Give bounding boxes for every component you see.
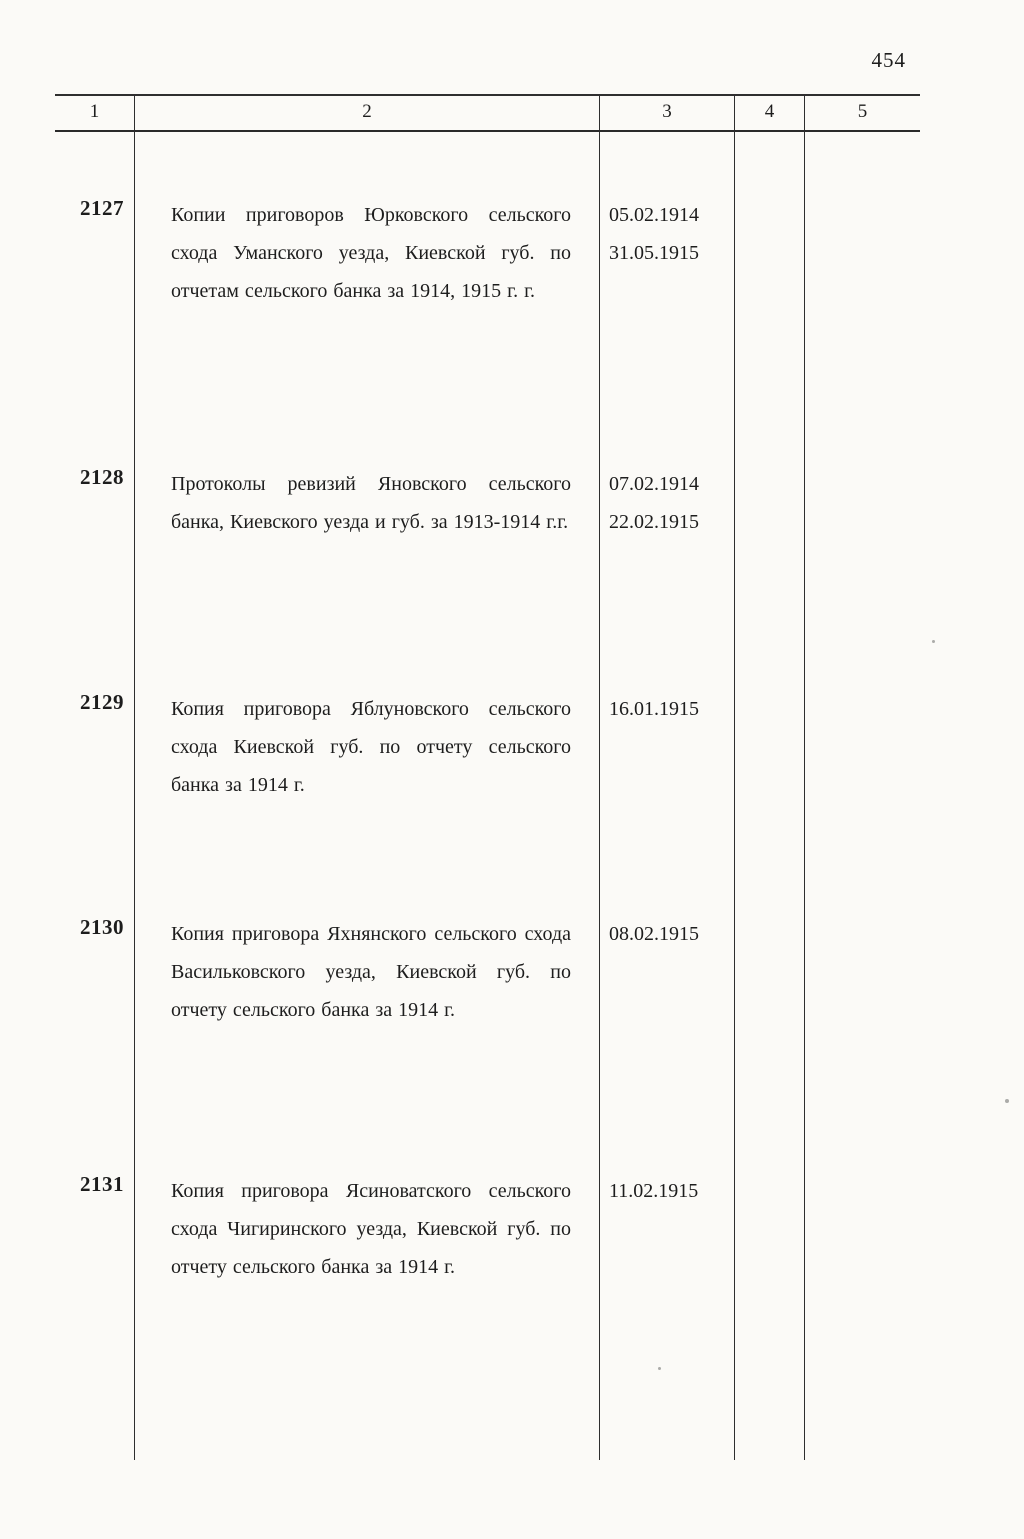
entry-number: 2127 — [55, 132, 135, 452]
entry-description: Копии приговоров Юрковского сельского схода Уманского уезда, Киевской губ. по отчетам сельского банка за 1914, 1915 г. г. — [135, 132, 600, 452]
scan-artifact — [932, 640, 935, 643]
entry-date-line: 11.02.1915 — [609, 1180, 699, 1202]
entry-date-line: 07.02.1914 — [609, 473, 699, 495]
column-header-1: 1 — [55, 96, 135, 130]
empty-column-4 — [735, 678, 805, 900]
column-header-4: 4 — [735, 96, 805, 130]
table-row — [55, 900, 920, 1160]
entry-date-line: 22.02.1915 — [609, 511, 699, 533]
page-number: 454 — [871, 48, 906, 72]
table-row — [55, 132, 920, 452]
empty-column-4 — [735, 452, 805, 678]
entry-description: Копия приговора Ясиноватского сельского схода Чигиринского уезда, Киевской губ. по отчету сельского банка за 1914 г. — [135, 1160, 600, 1460]
column-header-3: 3 — [600, 96, 735, 130]
entry-dates — [600, 1160, 735, 1460]
entry-number: 2128 — [55, 452, 135, 678]
entry-date-line: 08.02.1915 — [609, 923, 699, 945]
entry-dates — [600, 900, 735, 1160]
scan-artifact — [1005, 1099, 1009, 1103]
inventory-table — [55, 94, 920, 1460]
column-header-2: 2 — [135, 96, 600, 130]
entry-description: Копия приговора Яхнянского сельского схода Васильковского уезда, Киевской губ. по отчету сельского банка за 1914 г. — [135, 900, 600, 1160]
empty-column-4 — [735, 1160, 805, 1460]
table-row — [55, 1160, 920, 1460]
empty-column-4 — [735, 132, 805, 452]
entry-date-line: 31.05.1915 — [609, 242, 699, 264]
table-row — [55, 452, 920, 678]
entry-number: 2131 — [55, 1160, 135, 1460]
empty-column-5 — [805, 678, 920, 900]
column-header-5: 5 — [857, 101, 868, 122]
empty-column-5 — [805, 1160, 920, 1460]
entry-description: Копия приговора Яблуновского сельского схода Киевской губ. по отчету сельского банка за 1914 г. — [135, 678, 600, 900]
entry-date-line: 05.02.1914 — [609, 204, 699, 226]
entry-description: Протоколы ревизий Яновского сельского банка, Киевского уезда и губ. за 1913-1914 г.г. — [135, 452, 600, 678]
entry-number: 2130 — [55, 900, 135, 1160]
table-row — [55, 678, 920, 900]
entry-dates — [600, 452, 735, 678]
scan-artifact — [658, 1367, 661, 1370]
empty-column-4 — [735, 900, 805, 1160]
table-header-row — [55, 94, 920, 132]
entry-dates — [600, 678, 735, 900]
empty-column-5 — [805, 452, 920, 678]
empty-column-5 — [805, 900, 920, 1160]
empty-column-5 — [805, 132, 920, 452]
entry-dates — [600, 132, 735, 452]
entry-date-line: 16.01.1915 — [609, 698, 699, 720]
entry-number: 2129 — [55, 678, 135, 900]
